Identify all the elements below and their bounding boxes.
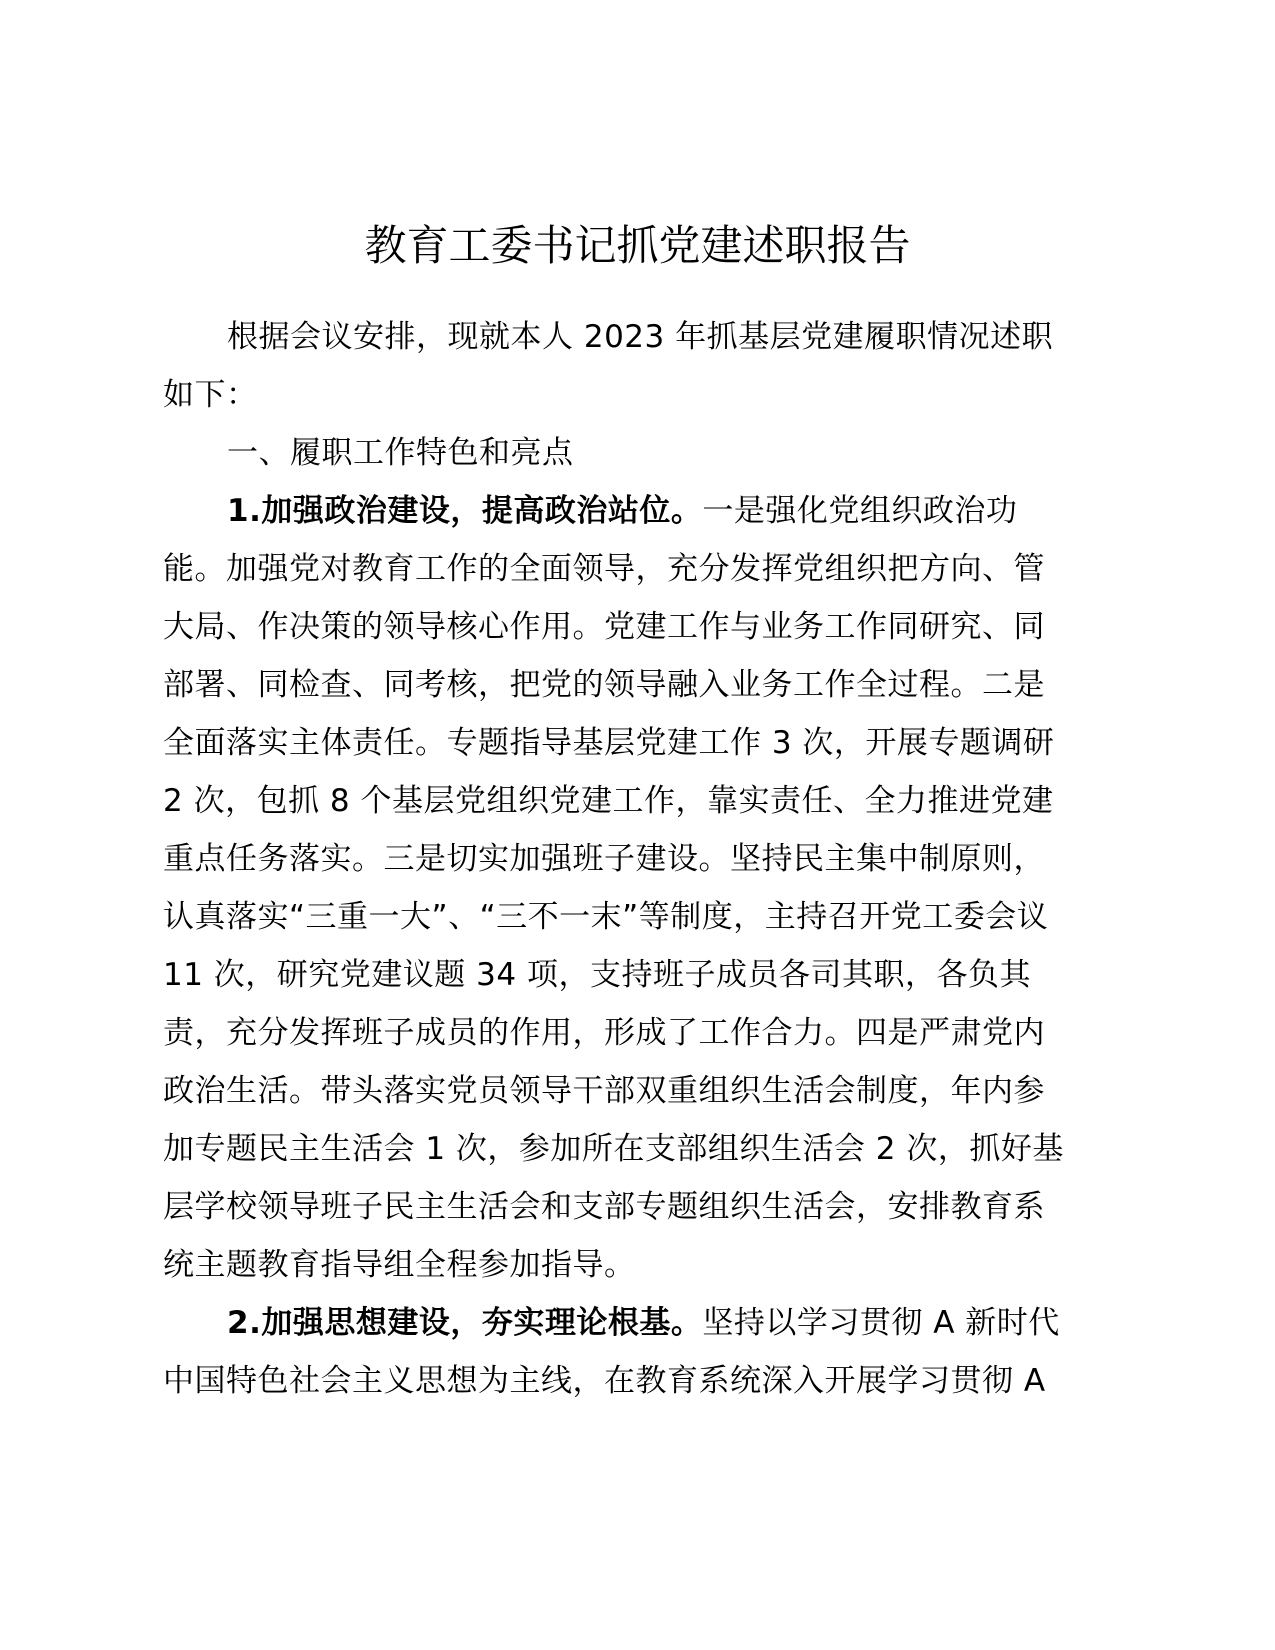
item-1-line: 层学校领导班子民主生活会和支部专题组织生活会，安排教育系 [163,1189,1045,1225]
item-2-first-line-rest: 坚持以学习贯彻 A 新时代 [702,1305,1060,1341]
item-1-line: 部署、同检查、同考核，把党的领导融入业务工作全过程。二是 [163,667,1045,703]
item-1-line: 全面落实主体责任。专题指导基层党建工作 3 次，开展专题调研 [163,725,1055,761]
item-2-lead: 2.加强思想建设，夯实理论根基。 [227,1305,703,1341]
item-1-line: 加专题民主生活会 1 次，参加所在支部组织生活会 2 次，抓好基 [163,1131,1064,1167]
item-2-first-line [163,1294,1097,1352]
intro-paragraph [163,308,1097,424]
item-1-lead: 1.加强政治建设，提高政治站位。 [227,493,703,529]
item-1-line: 政治生活。带头落实党员领导干部双重组织生活会制度，年内参 [163,1073,1045,1109]
intro-line-2: 如下： [163,377,258,413]
item-1-first-line-rest: 一是强化党组织政治功 [702,493,1018,529]
intro-line-1: 根据会议安排，现就本人 2023 年抓基层党建履职情况述职 [227,319,1054,355]
item-1-line: 2 次，包抓 8 个基层党组织党建工作，靠实责任、全力推进党建 [163,783,1054,819]
item-1-line: 认真落实“三重一大”、“三不一末”等制度，主持召开党工委会议 [163,899,1049,935]
document-body [163,308,1097,1410]
item-1-first-line [163,482,1097,540]
item-2-paragraph [163,1294,1097,1410]
item-1-paragraph [163,482,1097,1294]
item-2-line: 中国特色社会主义思想为主线，在教育系统深入开展学习贯彻 A [163,1363,1046,1399]
item-1-line: 能。加强党对教育工作的全面领导，充分发挥党组织把方向、管 [163,551,1045,587]
item-1-line: 重点任务落实。三是切实加强班子建设。坚持民主集中制原则， [163,841,1045,877]
section-one-heading: 一、履职工作特色和亮点 [227,435,574,471]
item-1-line: 统主题教育指导组全程参加指导。 [163,1247,636,1283]
item-1-line: 大局、作决策的领导核心作用。党建工作与业务工作同研究、同 [163,609,1045,645]
item-1-line: 责，充分发挥班子成员的作用，形成了工作合力。四是严肃党内 [163,1015,1045,1051]
item-1-line: 11 次，研究党建议题 34 项，支持班子成员各司其职，各负其 [163,957,1031,993]
document-title: 教育工委书记抓党建述职报告 [364,221,911,270]
